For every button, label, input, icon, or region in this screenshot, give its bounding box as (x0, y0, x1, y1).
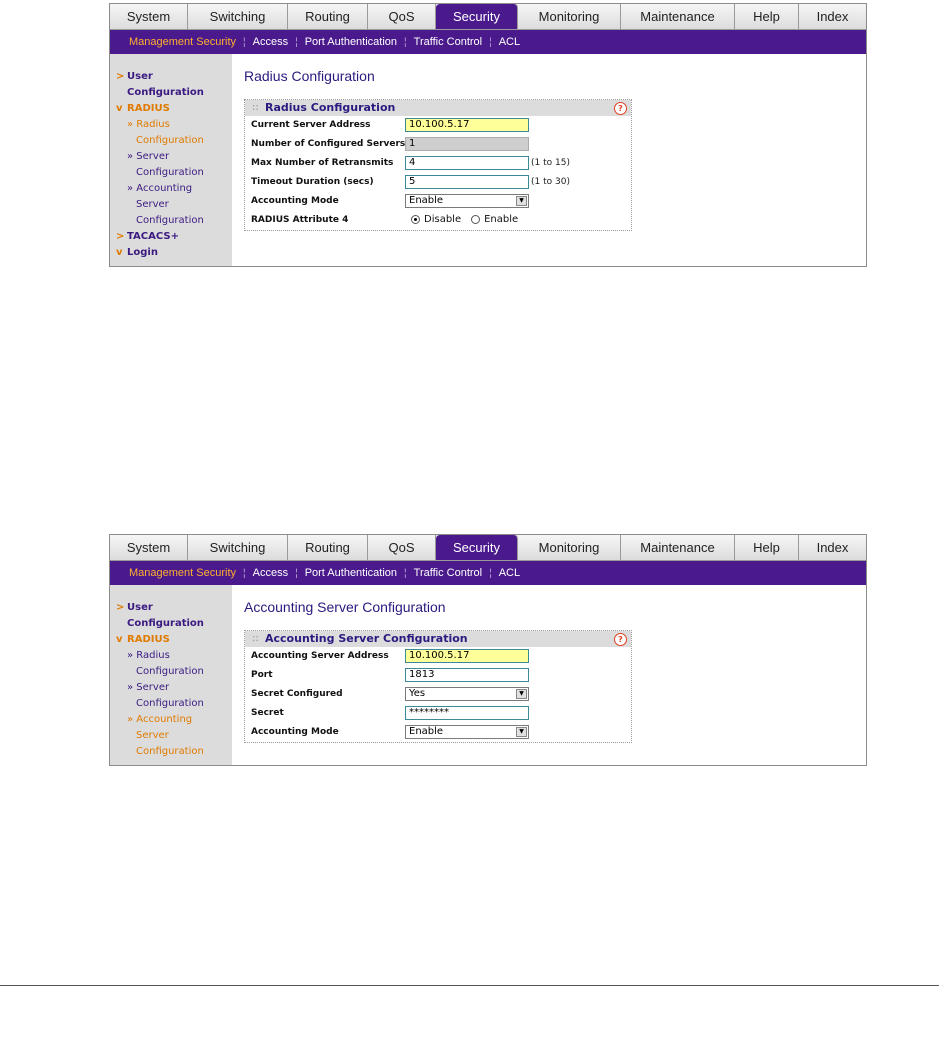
subnav-port-authentication[interactable]: Port Authentication (304, 567, 398, 579)
page-divider (0, 985, 939, 986)
accounting-server-configuration-panel (244, 630, 632, 743)
tab-security[interactable]: Security (436, 4, 518, 29)
tab-maintenance[interactable]: Maintenance (621, 535, 735, 560)
timeout-hint: (1 to 30) (531, 177, 570, 187)
tab-maintenance[interactable]: Maintenance (621, 4, 735, 29)
accounting-mode-label: Accounting Mode (251, 727, 339, 737)
subnav-traffic-control[interactable]: Traffic Control (413, 36, 483, 48)
grip-icon: :: (252, 102, 259, 113)
tab-qos[interactable]: QoS (368, 535, 436, 560)
accounting-server-configuration-screen (109, 534, 867, 766)
accounting-mode-value: Enable (409, 726, 444, 737)
sidebar-item-radius[interactable]: v RADIUS (116, 103, 170, 114)
secret-configured-select[interactable] (405, 687, 529, 701)
dropdown-arrow-icon[interactable]: ▼ (516, 727, 527, 737)
secret-configured-value: Yes (409, 688, 426, 699)
sidebar-item-user-configuration-cont[interactable]: Configuration (127, 87, 204, 98)
radius-attr4-label: RADIUS Attribute 4 (251, 215, 349, 225)
subnav-access[interactable]: Access (252, 36, 289, 48)
port-label: Port (251, 670, 273, 680)
sidebar (110, 585, 232, 765)
radius-attr4-disable-radio[interactable] (411, 215, 420, 224)
accounting-address-field[interactable]: 10.100.5.17 (405, 649, 529, 663)
accounting-mode-label: Accounting Mode (251, 196, 339, 206)
sidebar-item-server-configuration[interactable]: » Server (127, 151, 170, 162)
accounting-address-label: Accounting Server Address (251, 651, 389, 661)
sidebar-item-accounting-server-cont[interactable]: Server (136, 730, 169, 741)
subnav-management-security[interactable]: Management Security (129, 36, 236, 48)
panel-header (245, 631, 631, 647)
tab-help[interactable]: Help (735, 535, 799, 560)
secret-row (245, 704, 631, 723)
radius-attr4-enable-label[interactable]: Enable (484, 214, 519, 225)
tab-system[interactable]: System (110, 4, 188, 29)
secret-configured-row (245, 685, 631, 704)
port-input[interactable]: 1813 (405, 668, 529, 682)
radius-attr4-radio-group (411, 214, 528, 225)
sidebar-item-server-configuration-cont[interactable]: Configuration (136, 167, 204, 178)
sidebar-item-accounting-server-cont2[interactable]: Configuration (136, 746, 204, 757)
main-tab-bar (110, 535, 866, 561)
num-servers-label: Number of Configured Servers (251, 139, 406, 149)
subnav-acl[interactable]: ACL (498, 567, 521, 579)
secret-input[interactable]: ******** (405, 706, 529, 720)
max-retransmits-hint: (1 to 15) (531, 158, 570, 168)
sidebar-item-server-configuration-cont[interactable]: Configuration (136, 698, 204, 709)
sidebar-item-accounting-server[interactable]: » Accounting (127, 714, 193, 725)
panel-header (245, 100, 631, 116)
tab-monitoring[interactable]: Monitoring (518, 4, 621, 29)
accounting-mode-value: Enable (409, 195, 444, 206)
tab-qos[interactable]: QoS (368, 4, 436, 29)
subnav-traffic-control[interactable]: Traffic Control (413, 567, 483, 579)
radius-attr4-disable-label[interactable]: Disable (424, 214, 462, 225)
sidebar-item-radius-configuration[interactable]: » Radius (127, 119, 170, 130)
tab-routing[interactable]: Routing (288, 4, 368, 29)
sidebar-item-tacacs[interactable]: > TACACS+ (116, 231, 179, 242)
port-row (245, 666, 631, 685)
tab-switching[interactable]: Switching (188, 535, 288, 560)
dropdown-arrow-icon[interactable]: ▼ (516, 196, 527, 206)
sidebar-item-user-configuration-cont[interactable]: Configuration (127, 618, 204, 629)
timeout-input[interactable]: 5 (405, 175, 529, 189)
content-area (232, 54, 866, 266)
sidebar-item-user-configuration[interactable]: > User (116, 71, 153, 82)
sidebar-item-radius[interactable]: v RADIUS (116, 634, 170, 645)
panel-title: Radius Configuration (265, 101, 396, 114)
sidebar-item-accounting-server[interactable]: » Accounting (127, 183, 193, 194)
radius-attr4-row (245, 211, 631, 230)
grip-icon: :: (252, 633, 259, 644)
tab-routing[interactable]: Routing (288, 535, 368, 560)
accounting-address-row (245, 647, 631, 666)
dropdown-arrow-icon[interactable]: ▼ (516, 689, 527, 699)
tab-security[interactable]: Security (436, 535, 518, 560)
current-server-field[interactable]: 10.100.5.17 (405, 118, 529, 132)
tab-help[interactable]: Help (735, 4, 799, 29)
subnav-port-authentication[interactable]: Port Authentication (304, 36, 398, 48)
panel-title: Accounting Server Configuration (265, 632, 468, 645)
help-icon[interactable]: ? (614, 633, 627, 646)
sidebar (110, 54, 232, 266)
page-title: Radius Configuration (244, 68, 375, 84)
max-retransmits-input[interactable]: 4 (405, 156, 529, 170)
security-subnav: Management Security ¦ Access ¦ Port Authentication ¦ Traffic Control ¦ ACL (110, 561, 866, 585)
num-servers-row (245, 135, 631, 154)
current-server-label: Current Server Address (251, 120, 371, 130)
subnav-management-security[interactable]: Management Security (129, 567, 236, 579)
content-area (232, 585, 866, 765)
timeout-row (245, 173, 631, 192)
accounting-mode-row (245, 723, 631, 742)
num-servers-value: 1 (405, 137, 529, 151)
tab-switching[interactable]: Switching (188, 4, 288, 29)
page-title: Accounting Server Configuration (244, 599, 446, 615)
main-tab-bar (110, 4, 866, 30)
sidebar-item-radius-configuration-cont[interactable]: Configuration (136, 135, 204, 146)
sidebar-item-accounting-server-cont[interactable]: Server (136, 199, 169, 210)
tab-system[interactable]: System (110, 535, 188, 560)
sidebar-item-login[interactable]: v Login (116, 247, 158, 258)
max-retransmits-row (245, 154, 631, 173)
sidebar-item-user-configuration[interactable]: > User (116, 602, 153, 613)
accounting-mode-row (245, 192, 631, 211)
sidebar-item-radius-configuration[interactable]: » Radius (127, 650, 170, 661)
radius-attr4-enable-radio[interactable] (471, 215, 480, 224)
subnav-access[interactable]: Access (252, 567, 289, 579)
radius-configuration-screen (109, 3, 867, 267)
radius-configuration-panel (244, 99, 632, 231)
max-retransmits-label: Max Number of Retransmits (251, 158, 394, 168)
help-icon[interactable]: ? (614, 102, 627, 115)
secret-label: Secret (251, 708, 284, 718)
sidebar-item-server-configuration[interactable]: » Server (127, 682, 170, 693)
tab-monitoring[interactable]: Monitoring (518, 535, 621, 560)
accounting-mode-select[interactable] (405, 725, 529, 739)
current-server-row (245, 116, 631, 135)
subnav-acl[interactable]: ACL (498, 36, 521, 48)
security-subnav: Management Security ¦ Access ¦ Port Authentication ¦ Traffic Control ¦ ACL (110, 30, 866, 54)
timeout-label: Timeout Duration (secs) (251, 177, 374, 187)
accounting-mode-select[interactable] (405, 194, 529, 208)
secret-configured-label: Secret Configured (251, 689, 343, 699)
sidebar-item-accounting-server-cont2[interactable]: Configuration (136, 215, 204, 226)
sidebar-item-radius-configuration-cont[interactable]: Configuration (136, 666, 204, 677)
tab-index[interactable]: Index (799, 535, 866, 560)
tab-index[interactable]: Index (799, 4, 866, 29)
